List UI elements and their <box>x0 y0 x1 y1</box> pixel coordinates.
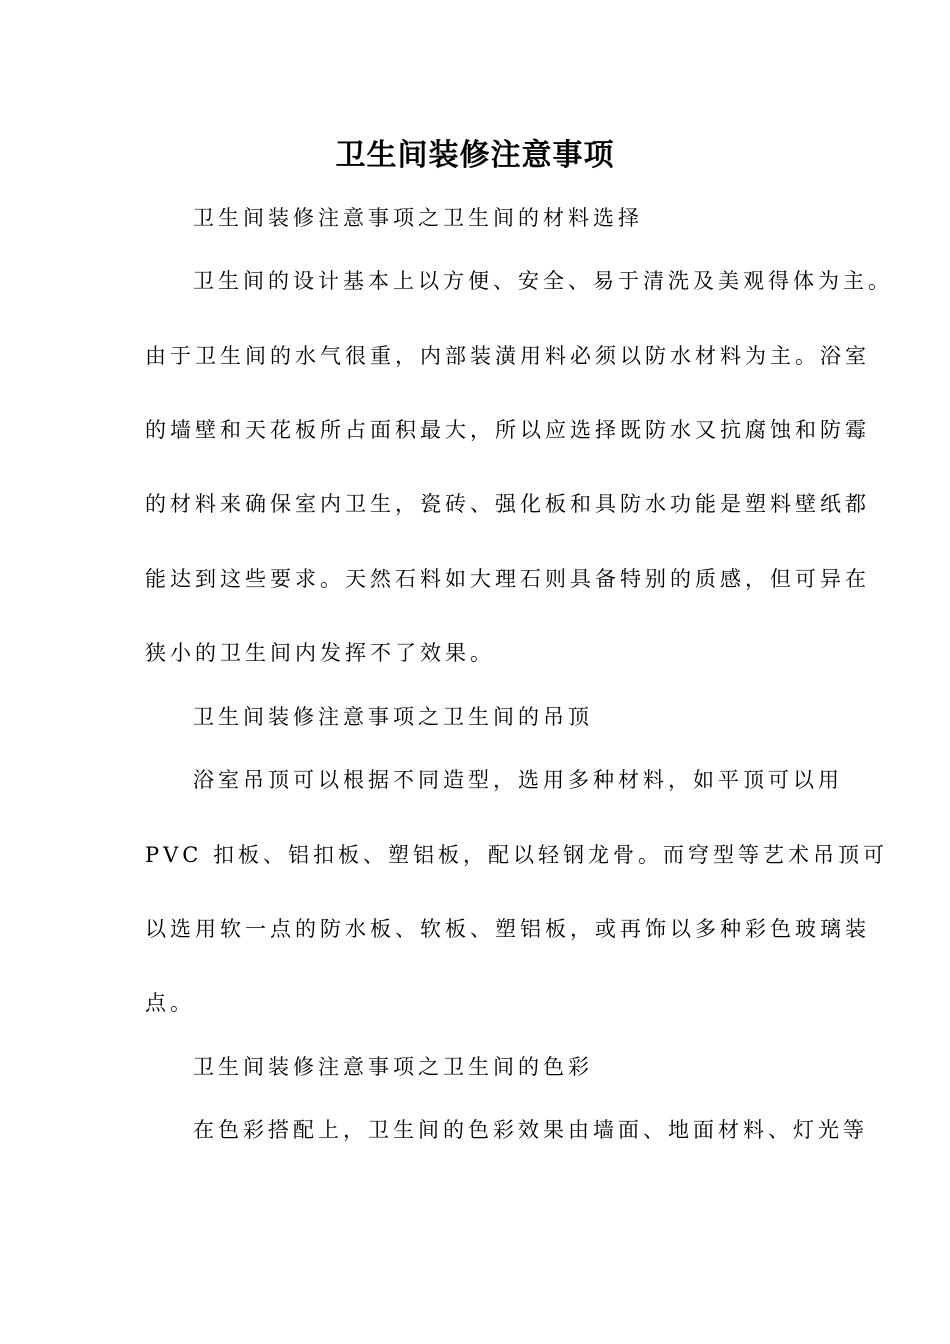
paragraph-line: 由于卫生间的水气很重，内部装潢用料必须以防水材料为主。浴室 <box>145 344 870 368</box>
paragraph-line: 卫生间的设计基本上以方便、安全、易于清洗及美观得体为主。 <box>193 269 893 293</box>
section-heading-ceiling: 卫生间装修注意事项之卫生间的吊顶 <box>193 705 593 729</box>
paragraph-line: 能达到这些要求。天然石料如大理石则具备特别的质感，但可异在 <box>145 567 870 591</box>
paragraph-line: 点。 <box>145 991 195 1015</box>
paragraph-line: 狭小的卫生间内发挥不了效果。 <box>145 641 495 665</box>
paragraph-line: PVC 扣板、铝扣板、塑铝板，配以轻钢龙骨。而穹型等艺术吊顶可 <box>145 843 889 867</box>
paragraph-line: 浴室吊顶可以根据不同造型，选用多种材料，如平顶可以用 <box>193 768 843 792</box>
section-heading-materials: 卫生间装修注意事项之卫生间的材料选择 <box>193 206 643 230</box>
section-heading-color: 卫生间装修注意事项之卫生间的色彩 <box>193 1055 593 1079</box>
paragraph-line: 在色彩搭配上，卫生间的色彩效果由墙面、地面材料、灯光等 <box>193 1118 868 1142</box>
paragraph-line: 的墙壁和天花板所占面积最大，所以应选择既防水又抗腐蚀和防霉 <box>145 418 870 442</box>
paragraph-line: 以选用软一点的防水板、软板、塑铝板，或再饰以多种彩色玻璃装 <box>145 917 870 941</box>
paragraph-line: 的材料来确保室内卫生，瓷砖、强化板和具防水功能是塑料壁纸都 <box>145 492 870 516</box>
document-title: 卫生间装修注意事项 <box>335 138 615 173</box>
